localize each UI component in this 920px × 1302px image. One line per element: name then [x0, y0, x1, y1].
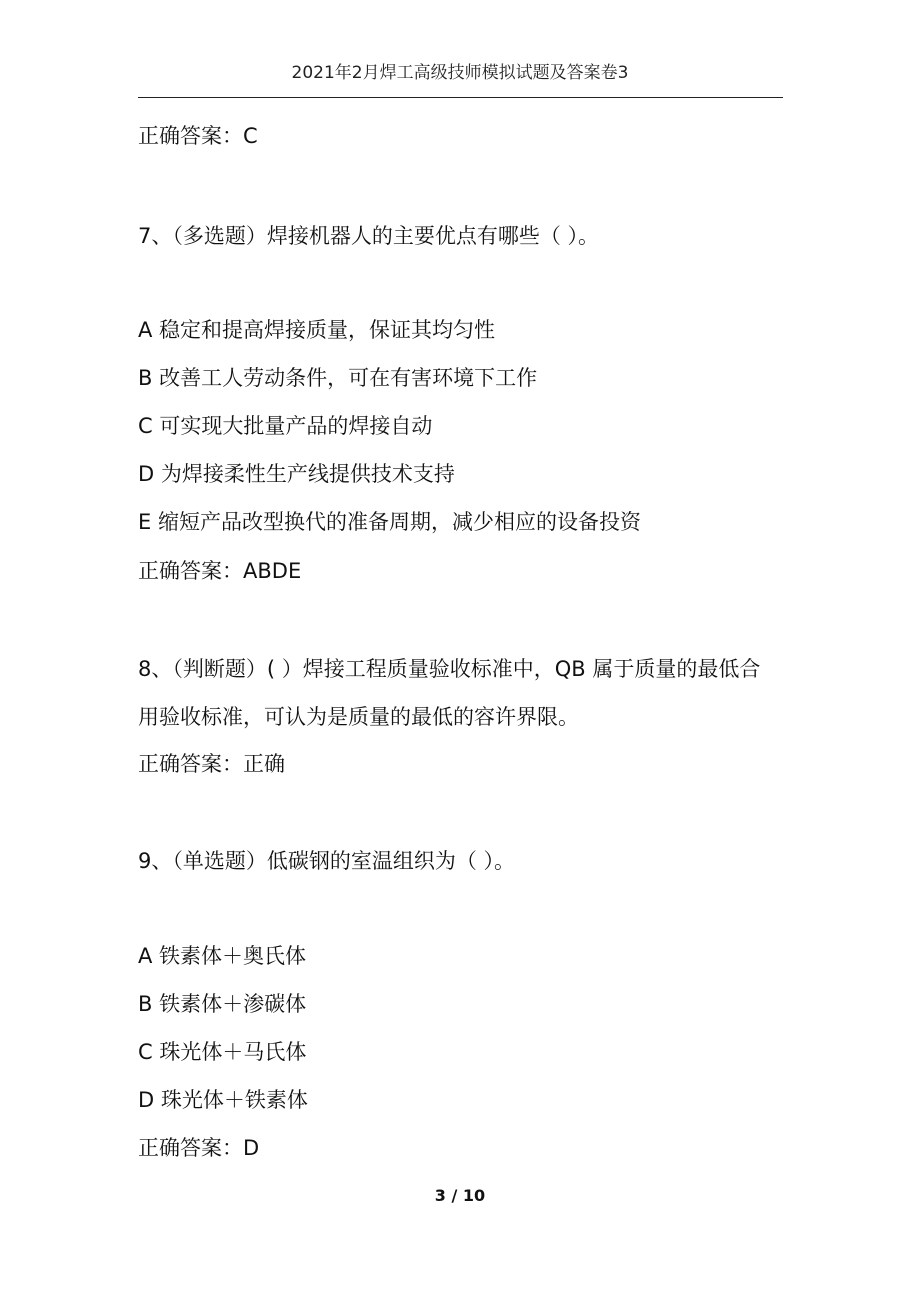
q8-answer: 正确答案：正确	[138, 752, 285, 776]
q8-stem-line1: 8、（判断题）( ）焊接工程质量验收标准中，QB 属于质量的最低合	[138, 657, 761, 681]
header-divider	[138, 97, 783, 98]
header-title: 2021年2月焊工高级技师模拟试题及答案卷3	[291, 63, 629, 83]
q7-option-c: C 可实现大批量产品的焊接自动	[138, 414, 433, 438]
q9-stem: 9、（单选题）低碳钢的室温组织为（ ）。	[138, 849, 516, 873]
q7-option-b: B 改善工人劳动条件，可在有害环境下工作	[138, 366, 538, 390]
q7-stem: 7、（多选题）焊接机器人的主要优点有哪些（ ）。	[138, 224, 600, 248]
q9-option-a: A 铁素体＋奥氏体	[138, 944, 307, 968]
q6-answer: 正确答案：C	[138, 124, 258, 148]
q9-option-b: B 铁素体＋渗碳体	[138, 992, 307, 1016]
q8-stem-line2: 用验收标准，可认为是质量的最低的容许界限。	[138, 705, 579, 729]
q9-answer: 正确答案：D	[138, 1136, 260, 1160]
q7-option-d: D 为焊接柔性生产线提供技术支持	[138, 462, 455, 486]
q7-option-e: E 缩短产品改型换代的准备周期，减少相应的设备投资	[138, 510, 641, 534]
q9-option-c: C 珠光体＋马氏体	[138, 1040, 307, 1064]
q7-answer: 正确答案：ABDE	[138, 559, 302, 583]
page-number: 3 / 10	[434, 1186, 486, 1205]
q9-option-d: D 珠光体＋铁素体	[138, 1088, 308, 1112]
q7-option-a: A 稳定和提高焊接质量，保证其均匀性	[138, 318, 496, 342]
